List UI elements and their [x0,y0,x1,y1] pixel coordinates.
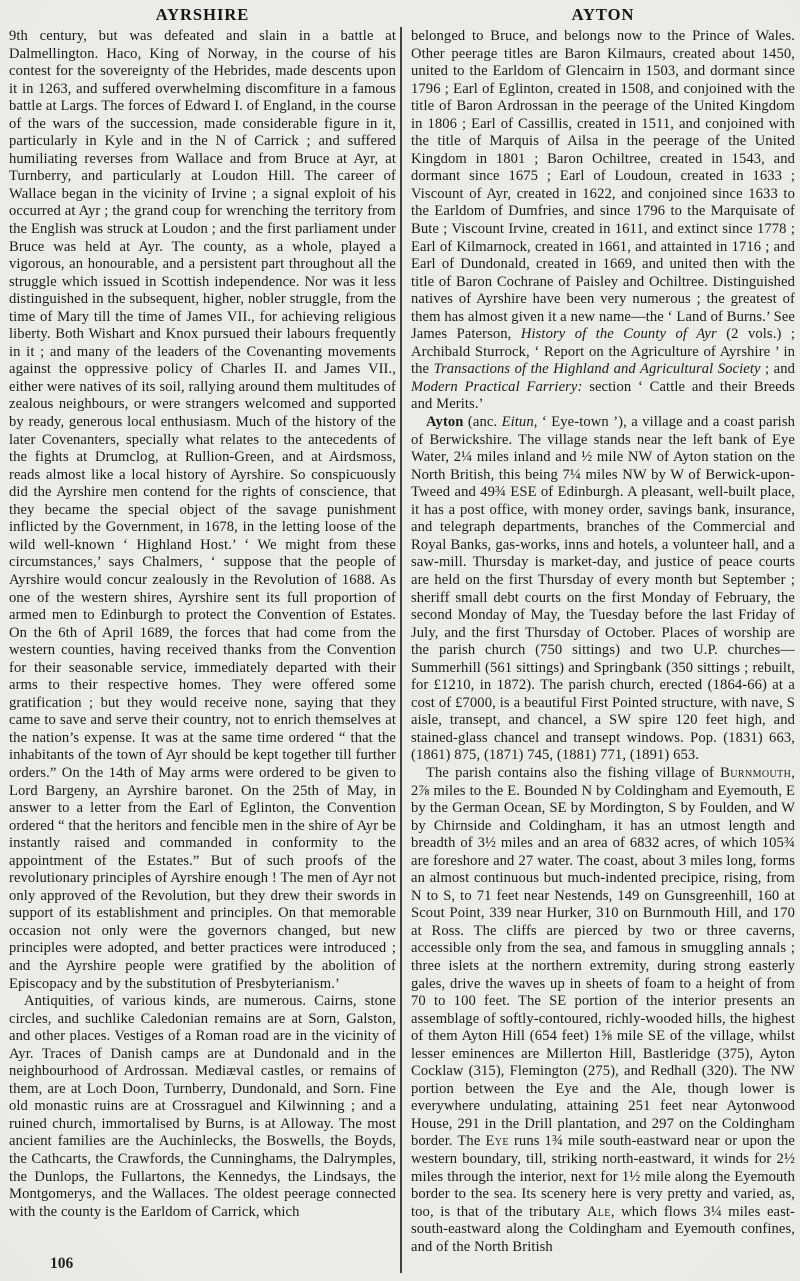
text-run: belonged to Bruce, and belongs now to the Prince of Wales. Other peerage titles are Baron Kilmaurs, created about 1450, united to the Earldom of Glencairn in 1503, and dormant since 1796 ; Earl of Eglinton, created in 1508, and conjoined with the title of Baron Ardrossan in the peerage of the United Kingdom in 1806 ; Earl of Cassillis, created in 1511, and conjoined with the title of Marquis of Ailsa in the peerage of the United Kingdom in 1801 ; Baron Ochiltree, created in 1543, and dormant since 1675 ; Earl of Loudoun, created in 1633 ; Viscount of Ayr, created in 1622, and conjoined since 1633 to the Earldom of Dumfries, and since 1796 to the Marquisate of Bute ; Viscount Irvine, created in 1611, and extinct since 1778 ; Earl of Kilmarnock, created in 1661, and attainted in 1716 ; and Earl of Dundonald, created in 1669, and united then with the title of Baron Cochrane of Paisley and Ochiltree. Distinguished natives of Ayrshire have been very numerous ; the greatest of them has almost given it a new name—the ‘ Land of Burns.’ See James Paterson, [411,28,795,343]
text-run: ; and [760,361,795,378]
text-run: , ‘ Eye-town ’), a village and a coast parish of Berwickshire. The village stands near the left bank of Eye Water, 2¼ miles inland and ½ mile NW of Ayton station on the North British, this being 7¼ miles NW by W of Berwick-upon-Tweed and 49¾ ESE of Edinburgh. A pleasant, well-built place, it has a post office, with money order, savings bank, insurance, and telegraph departments, branches of the Commercial and Royal Banks, gas-works, inns and hotels, a volunteer hall, and a saw-mill. Thursday is market-day, and justice of peace courts are held on the first Thursday of every month but September ; sheriff small debt courts on the first Monday of February, the second Monday of May, the Tuesday before the last Friday of July, and the first Thursday of October. Places of worship are the parish church (750 sittings) and two U.P. churches—Summerhill (561 sittings) and Springbank (350 sittings ; rebuilt, for £1210, in 1872). The parish church, erected (1864-66) at a cost of £7000, is a beautiful First Pointed structure, with nave, S aisle, transept, and chancel, a SW spire 120 feet high, and stained-glass chancel and transept windows. Pop. (1831) 663, (1861) 875, (1871) 745, (1881) 771, (1891) 653. [411,414,795,764]
paragraph [9,28,396,993]
text-run: section ‘ Cattle and their Breeds and Merits.’ [411,378,795,413]
paragraph [411,765,795,1256]
text-run: runs 1¾ mile south-eastward near or upon the western boundary, till, striking north-eastward, it winds for 2½ miles through the interior, next for 1½ mile along the Eyemouth border to the sea. Its scenery here is very pretty and varied, as, too, is that of the tributary [411,1133,795,1220]
running-head-left: AYRSHIRE [155,5,250,24]
text-run: Transactions of the Highland and Agricultural Society [433,361,761,378]
text-run: Ayton [426,414,464,431]
text-run: Modern Practical Farriery: [411,378,583,395]
paragraph [9,993,396,1221]
text-run: , which flows 3¼ miles east-south-eastward along the Coldingham and Eyemouth confines, and of the North British [411,1203,795,1255]
text-run: Eitun [501,414,534,431]
column-right [411,28,795,1264]
text-run: The parish contains also the fishing village of [426,764,721,781]
column-divider [400,27,402,1273]
page-number: 106 [50,1255,74,1272]
paragraph [411,414,795,765]
text-run: Eye [485,1133,509,1150]
text-run: Antiquities, of various kinds, are numerous. Cairns, stone circles, and suchlike Caledonian remains are at Sorn, Galston, and other places. Vestiges of a Roman road are in the vicinity of Ayr. Traces of Danish camps are at Dundonald and in the neighbourhood of Ardrossan. Mediæval castles, or remains of them, are at Loch Doon, Turnberry, Dundonald, and Sorn. Fine old monastic ruins are at Crossraguel and Kilwinning ; and a ruined church, immortalised by Burns, is at Alloway. The most ancient families are the Auchinlecks, the Boswells, the Boyds, the Cathcarts, the Crawfords, the Cunninghams, the Dalrymples, the Dunlops, the Fullartons, the Kennedys, the Lindsays, the Montgomerys, and the Wallaces. The oldest peerage connected with the county is the Earldom of Carrick, which [9,993,396,1220]
running-head-right: AYTON [571,5,635,24]
text-run: , 2⅞ miles to the E. Bounded N by Coldingham and Eyemouth, E by the German Ocean, SE by Mordington, S by Foulden, and W by Chirnside and Coldingham, it has an utmost length and breadth of 3½ miles and an area of 6832 acres, of which 105¾ are foreshore and 27 water. The coast, about 3 miles long, forms an almost continuous but much-indented precipice, rising, from N to S, to 71 feet near Nestends, 149 on Gunsgreenhill, 160 at Scout Point, 339 near Hurker, 310 on Burnmouth Hill, and 170 at Ross. The cliffs are pierced by two or three caverns, accessible only from the sea, and famous in smuggling annals ; three islets at the northern extremity, during strong easterly gales, drive the waves up in sheets of foam to a height of from 70 to 100 feet. The SE portion of the interior presents an assemblage of softly-contoured, richly-wooded hills, the highest of them Ayton Hill (654 feet) 1⅝ mile SE of the village, whilst lesser eminences are Millerton Hill, Bastleridge (375), Ayton Cocklaw (315), Flemington (275), and Redhall (320). The NW portion between the Eye and the Ale, though lower is everywhere undulating, attaining 251 feet near Aytonwood House, 291 in the Drill plantation, and 297 on the Coldingham border. The [411,764,795,1150]
text-run: 9th century, but was defeated and slain in a battle at Dalmellington. Haco, King of Norway, in the course of his contest for the sovereignty of the Hebrides, made descents upon it in 1263, and suffered overwhelming discomfiture in a famous battle at Largs. The forces of Edward I. of England, in the course of the wars of the succession, made considerable figure in it, particularly in Kyle and in the N of Carrick ; and suffered humiliating reverses from Wallace and from Bruce at Ayr, at Turnberry, and particularly at Loudon Hill. The career of Wallace began in the vicinity of Irvine ; a signal exploit of his occurred at Ayr ; the grand coup for wrenching the territory from the English was struck at Loudon ; and the first parliament under Bruce was held at Ayr. The county, as a whole, played a vigorous, an honourable, and a persistent part throughout all the struggle which issued in Scottish independence. Nor was it less distinguished in the subsequent, higher, nobler struggle, from the time of Mary till the time of James VII., for achieving religious liberty. Both Wishart and Knox pursued their labours frequently in it ; and many of the leaders of the Covenanting movements against the oppressive policy of Charles II. and James VII., either were natives of its soil, rallying around them multitudes of zealous neighbours, or were strangers welcomed and supported by ready, generous local enthusiasm. Much of the history of the later Covenanters, specially what relates to the antecedents of the fights at Drumclog, at Rullion-Green, and at Airdsmoss, reads almost like a local history of Ayrshire. So conspicuously did the Ayrshire men contend for the rights of conscience, that they became the special object of the savage punishment inflicted by the Government, in 1678, in the letting loose of the wild well-known ‘ Highland Host.’ ‘ We might from these circumstances,’ says Chalmers, ‘ suppose that the people of Ayrshire would concur zealously in the Revolution of 1688. As one of the western shires, Ayrshire sent its full proportion of armed men to Edinburgh to protect the Convention of Estates. On the 6th of April 1689, the forces that had come from the western counties, having received thanks from the Convention for their seasonable service, immediately departed with their arms to their respective homes. They were offered some gratification ; but they would receive none, saying that they came to save and serve their country, not to enrich themselves at the nation’s expense. It was at the same time ordered “ that the inhabitants of the town of Ayr should be kept together till further orders.” On the 14th of May arms were ordered to be given to Lord Bargeny, an Ayrshire baronet. On the 25th of May, in answer to a letter from the Earl of Eglinton, the Convention ordered “ that the heritors and fencible men in the shire of Ayr be instantly raised and commanded in conformity to the appointment of the Estates.” But of such proofs of the revolutionary principles of Ayrshire enough ! The men of Ayr not only approved of the Revolution, but they drew their swords in support of its establishment and principles. On that memorable occasion not only were the governors changed, but new principles were adopted, and better practices were introduced ; and the Ayrshire people were gratified by the abolition of Episcopacy and by the substitution of Presbyterianism.’ [9,28,396,992]
text-run: (2 vols.) ; Archibald Sturrock, ‘ Report on the Agriculture of Ayrshire ’ in the [411,326,795,378]
column-left [9,28,396,1264]
paragraph [411,28,795,414]
text-run: (anc. [463,414,502,431]
text-run: History of the County of Ayr [520,326,717,343]
text-run: Burnmouth [720,764,792,781]
text-run: Ale [586,1203,611,1220]
